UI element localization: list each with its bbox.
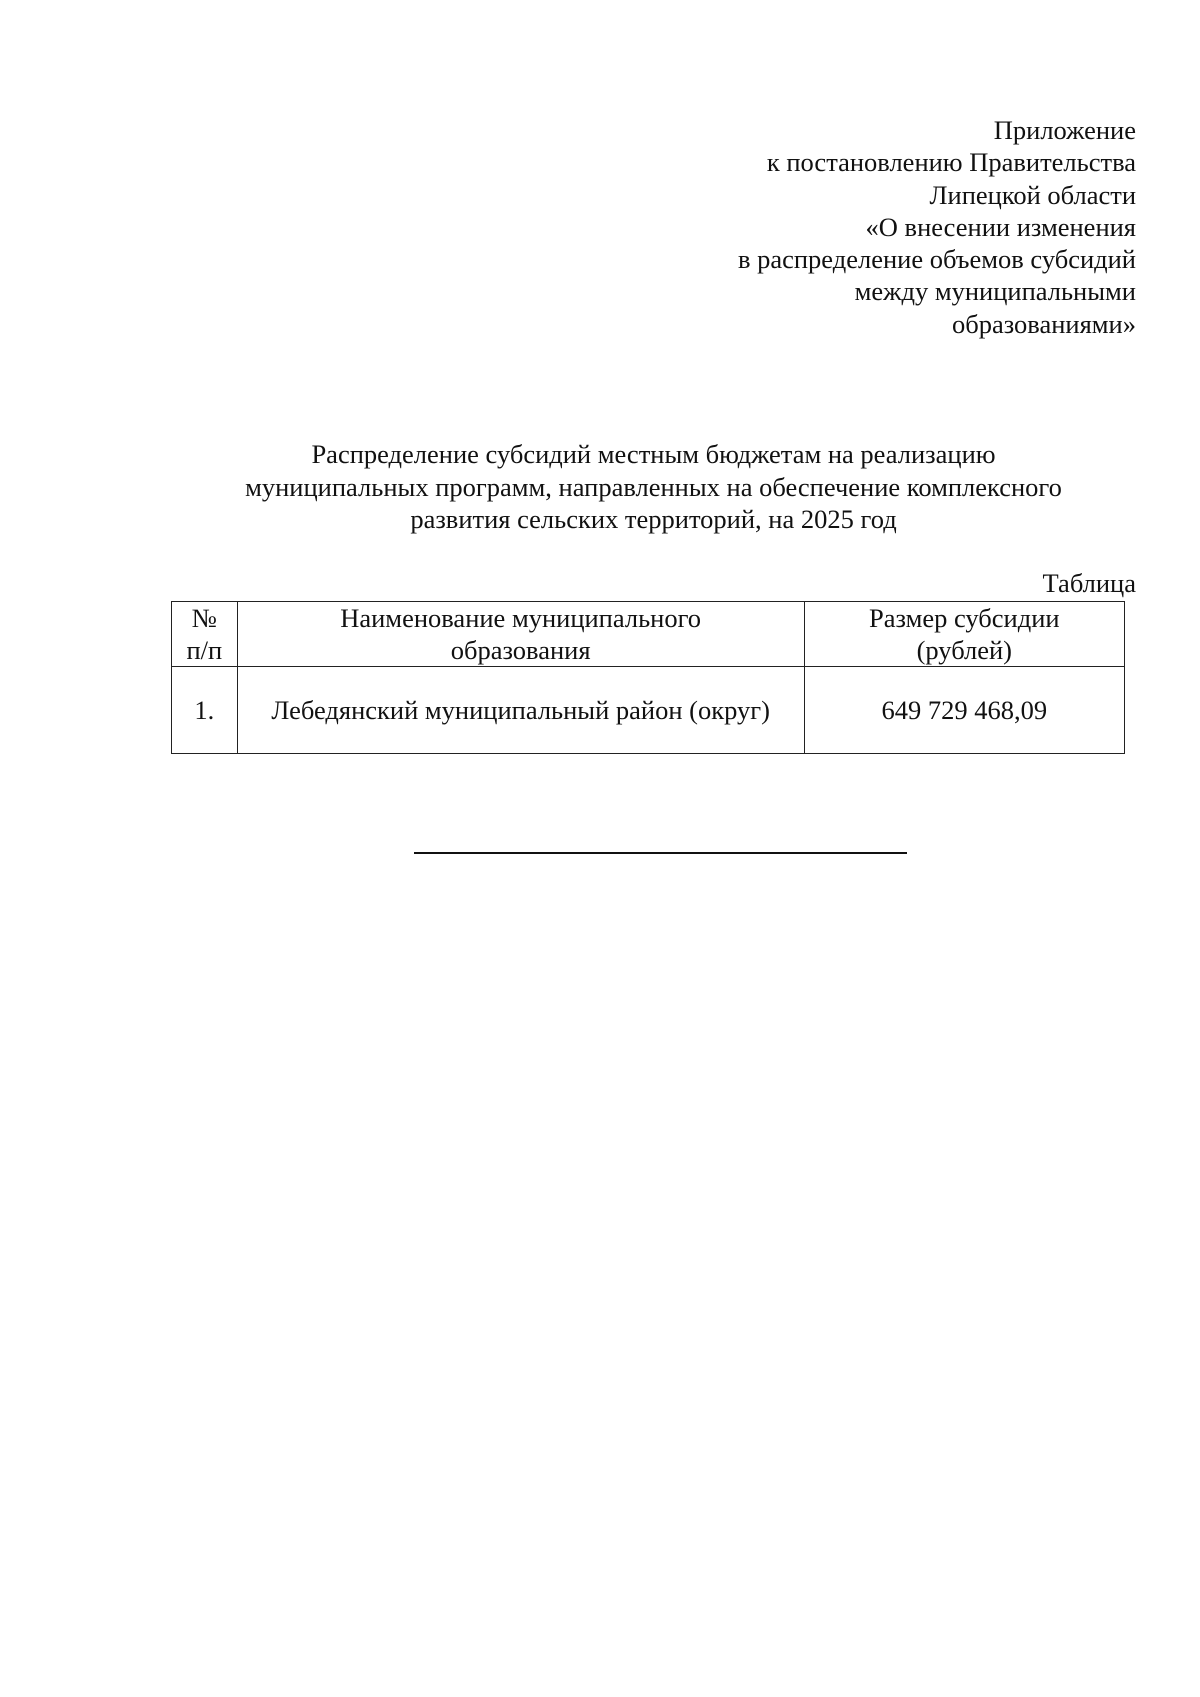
end-divider-line xyxy=(414,852,907,854)
header-name: Наименование муниципального образования xyxy=(237,602,804,667)
appendix-line: к постановлению Правительства xyxy=(766,147,1136,178)
header-number: № п/п xyxy=(172,602,238,667)
cell-amount: 649 729 468,09 xyxy=(804,667,1124,754)
title-line: Распределение субсидий местным бюджетам на реализацию xyxy=(311,439,996,469)
appendix-line: Приложение xyxy=(993,115,1136,145)
document-title xyxy=(171,438,1136,536)
appendix-header xyxy=(576,114,1136,340)
cell-name: Лебедянский муниципальный район (округ) xyxy=(237,667,804,754)
appendix-line: «О внесении изменения xyxy=(865,211,1136,242)
appendix-line: в распределение объемов субсидий xyxy=(737,244,1136,275)
table-header-row xyxy=(172,602,1125,667)
appendix-line: образованиями» xyxy=(952,308,1136,339)
cell-number: 1. xyxy=(172,667,238,754)
title-line: развития сельских территорий, на 2025 год xyxy=(410,504,897,534)
table-row xyxy=(172,667,1125,754)
appendix-line: между муниципальными xyxy=(854,276,1136,307)
table-caption: Таблица xyxy=(1042,568,1136,598)
title-line: муниципальных программ, направленных на обеспечение комплексного xyxy=(245,471,1062,502)
appendix-line: Липецкой области xyxy=(929,179,1136,210)
header-amount: Размер субсидии (рублей) xyxy=(804,602,1124,667)
subsidy-table xyxy=(171,601,1125,754)
